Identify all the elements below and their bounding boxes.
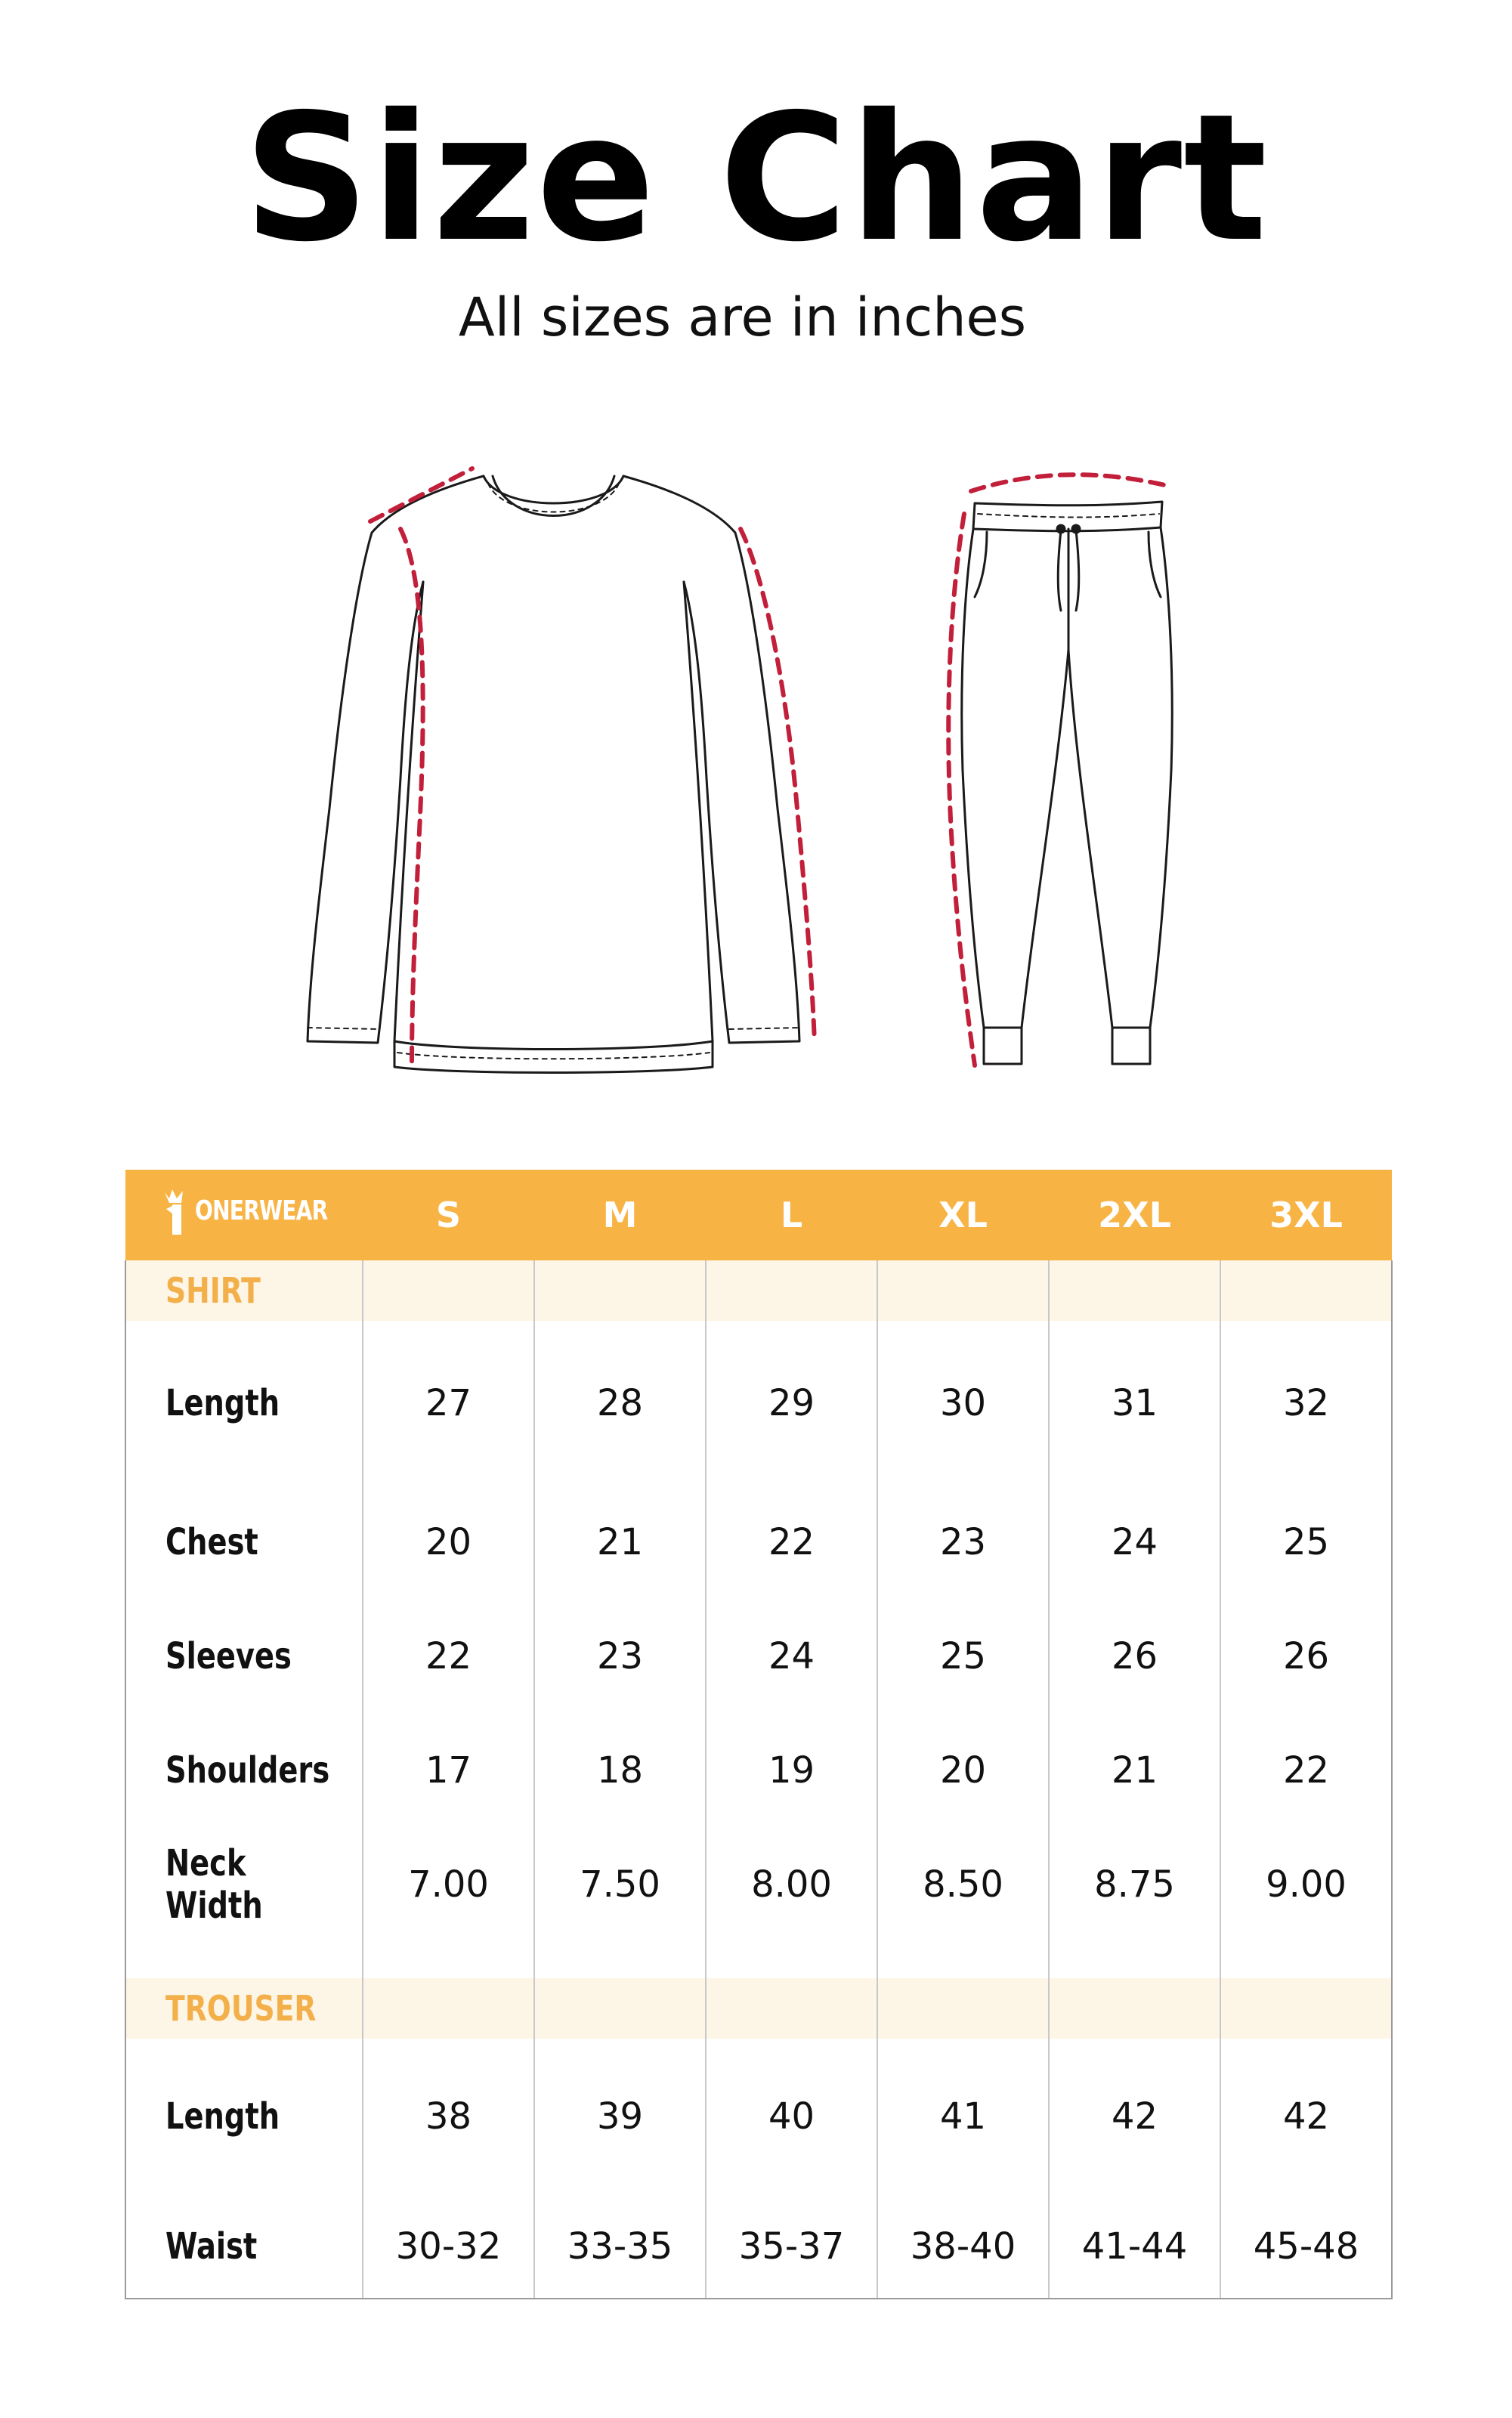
crown-logo-icon <box>162 1186 189 1236</box>
cell-value: 9.00 <box>1220 1827 1392 1942</box>
row-label: Neck Width <box>125 1827 363 1942</box>
garment-illustration <box>0 423 1512 1103</box>
cell-value: 29 <box>706 1321 877 1485</box>
table-row <box>125 2039 1392 2194</box>
table-row <box>125 1599 1392 1714</box>
row-label: Chest <box>125 1485 363 1599</box>
cell-value: 38 <box>363 2039 534 2194</box>
cell-value: 20 <box>877 1714 1049 1827</box>
long-sleeve-shirt-icon <box>308 476 799 1073</box>
cell-value: 21 <box>534 1485 706 1599</box>
cell-value: 41 <box>877 2039 1049 2194</box>
cell-value: 39 <box>534 2039 706 2194</box>
size-header-m: M <box>602 1195 638 1235</box>
size-header-l: L <box>780 1195 803 1235</box>
brand-logo <box>162 1186 365 1236</box>
table-row <box>125 2194 1392 2299</box>
row-label: Length <box>125 1321 363 1485</box>
row-label: Sleeves <box>125 1599 363 1714</box>
jogger-trouser-icon <box>962 502 1172 1064</box>
cell-value: 30-32 <box>363 2194 534 2299</box>
cell-value: 19 <box>706 1714 877 1827</box>
spacer-row <box>125 1942 1392 1978</box>
row-label: Waist <box>125 2194 363 2299</box>
cell-value: 23 <box>534 1599 706 1714</box>
size-header-3xl: 3XL <box>1269 1195 1343 1235</box>
row-label: Length <box>125 2039 363 2194</box>
section-row-shirt <box>125 1260 1392 1321</box>
cell-value: 40 <box>706 2039 877 2194</box>
cell-value: 42 <box>1049 2039 1220 2194</box>
cell-value: 26 <box>1049 1599 1220 1714</box>
cell-value: 7.50 <box>534 1827 706 1942</box>
brand-cell <box>125 1170 363 1260</box>
table-row <box>125 1321 1392 1485</box>
section-row-trouser <box>125 1978 1392 2039</box>
cell-value: 41-44 <box>1049 2194 1220 2299</box>
cell-value: 20 <box>363 1485 534 1599</box>
cell-value: 27 <box>363 1321 534 1485</box>
cell-value: 42 <box>1220 2039 1392 2194</box>
row-label: Shoulders <box>125 1714 363 1827</box>
section-label: TROUSER <box>125 1978 363 2039</box>
size-header-s: S <box>435 1195 462 1235</box>
cell-value: 8.75 <box>1049 1827 1220 1942</box>
cell-value: 31 <box>1049 1321 1220 1485</box>
table-row <box>125 1827 1392 1942</box>
table-header-row <box>125 1170 1392 1260</box>
cell-value: 8.50 <box>877 1827 1049 1942</box>
cell-value: 28 <box>534 1321 706 1485</box>
cell-value: 30 <box>877 1321 1049 1485</box>
cell-value: 32 <box>1220 1321 1392 1485</box>
cell-value: 26 <box>1220 1599 1392 1714</box>
size-header-2xl: 2XL <box>1098 1195 1171 1235</box>
section-label: SHIRT <box>125 1260 363 1321</box>
table-row <box>125 1485 1392 1599</box>
cell-value: 25 <box>1220 1485 1392 1599</box>
table-row <box>125 1714 1392 1827</box>
page-subtitle: All sizes are in inches <box>458 286 1027 348</box>
cell-value: 24 <box>1049 1485 1220 1599</box>
brand-name: ONERWEAR <box>195 1195 328 1226</box>
cell-value: 21 <box>1049 1714 1220 1827</box>
cell-value: 17 <box>363 1714 534 1827</box>
cell-value: 25 <box>877 1599 1049 1714</box>
trouser-measure-lines <box>948 475 1171 1065</box>
cell-value: 23 <box>877 1485 1049 1599</box>
cell-value: 18 <box>534 1714 706 1827</box>
shirt-measure-lines <box>370 468 815 1065</box>
cell-value: 24 <box>706 1599 877 1714</box>
cell-value: 35-37 <box>706 2194 877 2299</box>
cell-value: 33-35 <box>534 2194 706 2299</box>
cell-value: 8.00 <box>706 1827 877 1942</box>
size-header-xl: XL <box>938 1195 988 1235</box>
cell-value: 22 <box>363 1599 534 1714</box>
page-title: Size Chart <box>243 76 1269 280</box>
cell-value: 45-48 <box>1220 2194 1392 2299</box>
cell-value: 22 <box>706 1485 877 1599</box>
cell-value: 22 <box>1220 1714 1392 1827</box>
size-chart-table <box>125 1170 1393 2299</box>
cell-value: 38-40 <box>877 2194 1049 2299</box>
cell-value: 7.00 <box>363 1827 534 1942</box>
